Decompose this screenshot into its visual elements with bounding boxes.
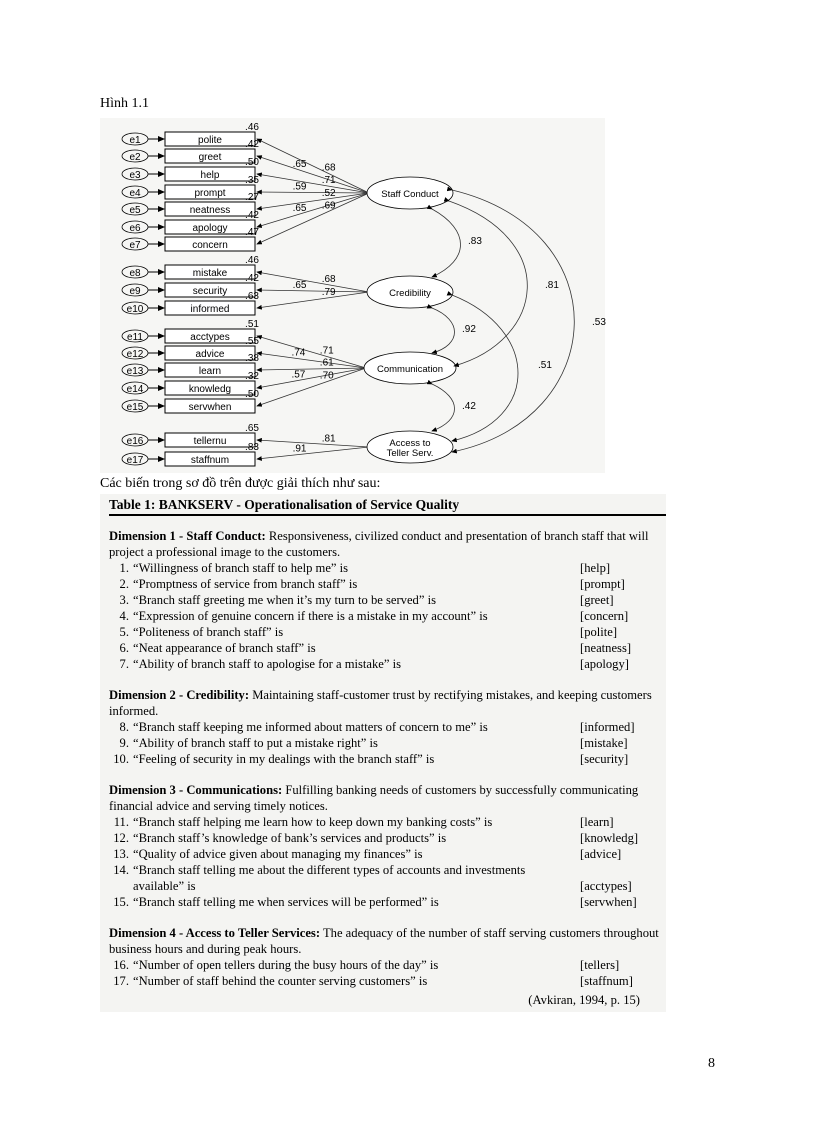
r-squared-label: .47: [245, 227, 259, 238]
indicator-label: greet: [198, 152, 222, 163]
item-text: “Neat appearance of branch staff” is: [133, 641, 316, 655]
r-squared-label: .55: [245, 336, 259, 347]
r-squared-label: .42: [245, 273, 259, 284]
banks-table: [100, 494, 666, 1012]
item-number: 8.: [119, 720, 129, 734]
latent-label: Communication: [377, 364, 443, 375]
table-row: [109, 719, 647, 735]
indicator-label: mistake: [192, 268, 228, 279]
error-label: e6: [129, 223, 141, 234]
item-number: 4.: [119, 609, 129, 623]
indicator-label: apology: [192, 223, 228, 234]
indicator-label: advice: [195, 349, 225, 360]
r-squared-label: .27: [245, 192, 259, 203]
item-code: [greet]: [580, 593, 614, 607]
table-row: [109, 973, 647, 989]
item-number: 10.: [113, 752, 129, 766]
table-row: [109, 957, 647, 973]
item-text: “Number of open tellers during the busy hours of the day” is: [133, 958, 439, 972]
r-squared-label: .42: [245, 139, 259, 150]
loading-label: .81: [321, 433, 336, 445]
item-text: “Branch staff helping me learn how to keep down my banking costs” is: [133, 815, 493, 829]
correlation-label: .51: [538, 360, 552, 371]
error-label: e11: [127, 332, 143, 343]
error-label: e9: [129, 286, 141, 297]
loading-label: .65: [292, 279, 307, 291]
item-code: [tellers]: [580, 958, 620, 972]
loading-label: .70: [319, 370, 334, 382]
item-number: 6.: [119, 641, 129, 655]
table-title: Table 1: BANKSERV - Operationalisation of Service Quality: [109, 497, 460, 512]
item-code: [apology]: [580, 657, 629, 671]
item-number: 17.: [113, 974, 129, 988]
item-text: “Branch staff’s knowledge of bank’s services and products” is: [133, 831, 447, 845]
error-label: e13: [126, 366, 144, 377]
r-squared-label: .46: [245, 122, 259, 133]
item-text: “Branch staff keeping me informed about matters of concern to me” is: [133, 720, 488, 734]
error-label: e16: [126, 436, 144, 447]
r-squared-label: .50: [245, 389, 259, 400]
latent-label: Teller Serv.: [386, 448, 434, 459]
indicator-label: knowledg: [188, 384, 232, 395]
latent-label: Credibility: [389, 288, 431, 299]
r-squared-label: .83: [245, 442, 259, 453]
latent-label: Access to: [389, 438, 431, 449]
error-label: e7: [129, 240, 141, 251]
loading-label: .59: [292, 181, 307, 193]
item-code: [security]: [580, 752, 629, 766]
item-code: [advice]: [580, 847, 622, 861]
item-number: 1.: [119, 561, 129, 575]
error-label: e2: [129, 152, 141, 163]
item-text: “Branch staff telling me about the different types of accounts and investments available” is: [133, 863, 526, 893]
dimension-description: [109, 687, 661, 719]
indicator-label: servwhen: [188, 402, 232, 413]
item-number: 9.: [119, 736, 129, 750]
loading-label: .79: [321, 286, 336, 298]
r-squared-label: .38: [245, 353, 259, 364]
r-squared-label: .42: [245, 210, 259, 221]
indicator-label: informed: [190, 304, 230, 315]
item-code: [learn]: [580, 815, 614, 829]
loading-label: .65: [292, 159, 307, 171]
indicator-label: tellernu: [193, 436, 227, 447]
item-text: “Quality of advice given about managing my finances” is: [133, 847, 423, 861]
error-label: e12: [126, 349, 144, 360]
item-code: [servwhen]: [580, 895, 637, 909]
item-text: “Ability of branch staff to apologise for a mistake” is: [133, 657, 402, 671]
latent-label: Staff Conduct: [381, 189, 439, 200]
figure-title: Hình 1.1: [100, 96, 149, 111]
correlation-label: .42: [462, 401, 476, 412]
loading-label: .61: [319, 357, 334, 369]
r-squared-label: .63: [245, 291, 259, 302]
indicator-label: neatness: [189, 205, 231, 216]
loading-label: .91: [292, 443, 307, 455]
item-text: “Expression of genuine concern if there is a mistake in my account” is: [133, 609, 488, 623]
error-label: e4: [129, 188, 141, 199]
error-label: e5: [129, 205, 141, 216]
error-label: e3: [129, 170, 141, 181]
correlation-label: .81: [545, 280, 559, 291]
table-row: [109, 862, 647, 894]
table-row: [109, 560, 647, 576]
item-number: 16.: [113, 958, 129, 972]
correlation-label: .83: [468, 236, 482, 247]
item-number: 5.: [119, 625, 129, 639]
dimension-text: Fulfilling banking needs of customers by successfully communicating financial advice and serving timely notices.: [109, 783, 639, 813]
item-text: “Politeness of branch staff” is: [133, 625, 284, 639]
sem-diagram: [0, 0, 816, 480]
indicator-label: concern: [192, 240, 228, 251]
indicator-label: help: [200, 170, 220, 181]
dimension-heading: Dimension 3 - Communications:: [109, 783, 283, 797]
indicator-label: polite: [198, 135, 222, 146]
item-text: “Promptness of service from branch staff” is: [133, 577, 358, 591]
item-code: [help]: [580, 561, 611, 575]
table-row: [109, 894, 647, 910]
indicator-label: acctypes: [190, 332, 230, 343]
item-code: [staffnum]: [580, 974, 633, 988]
correlation-label: .92: [462, 324, 476, 335]
item-code: [knowledg]: [580, 831, 639, 845]
loading-label: .68: [321, 162, 336, 174]
item-number: 2.: [119, 577, 129, 591]
table-row: [109, 751, 647, 767]
indicator-label: security: [192, 286, 228, 297]
indicator-label: staffnum: [190, 455, 230, 466]
table-row: [109, 608, 647, 624]
page-number: 8: [708, 1056, 715, 1071]
table-row: [109, 814, 647, 830]
error-label: e17: [126, 455, 144, 466]
error-label: e14: [126, 384, 144, 395]
r-squared-label: .65: [245, 423, 259, 434]
item-code: [neatness]: [580, 641, 632, 655]
dimension-heading: Dimension 4 - Access to Teller Services:: [109, 926, 321, 940]
loading-label: .71: [319, 345, 334, 357]
item-code: [acctypes]: [580, 879, 632, 893]
item-code: [concern]: [580, 609, 629, 623]
item-number: 7.: [119, 657, 129, 671]
table-row: [109, 735, 647, 751]
error-label: e8: [129, 268, 141, 279]
item-code: [polite]: [580, 625, 618, 639]
error-label: e15: [126, 402, 144, 413]
loading-label: .71: [321, 175, 336, 187]
dimension-text: The adequacy of the number of staff serving customers throughout business hours and during peak hours.: [109, 926, 659, 956]
error-label: e1: [129, 135, 141, 146]
loading-label: .52: [321, 187, 336, 199]
item-text: “Branch staff telling me when services will be performed” is: [133, 895, 439, 909]
loading-label: .57: [291, 369, 306, 381]
indicator-label: learn: [198, 366, 222, 377]
table-row: [109, 592, 647, 608]
dimension-description: [109, 925, 661, 957]
item-number: 15.: [113, 895, 129, 909]
indicator-label: prompt: [194, 188, 226, 199]
loading-label: .68: [321, 273, 336, 285]
table-row: [109, 640, 647, 656]
item-text: “Feeling of security in my dealings with the branch staff” is: [133, 752, 435, 766]
table-caption: Các biến trong sơ đồ trên được giải thích như sau:: [100, 476, 381, 491]
item-number: 14.: [113, 863, 129, 877]
item-number: 3.: [119, 593, 129, 607]
dimension-heading: Dimension 2 - Credibility:: [109, 688, 250, 702]
table-row: [109, 656, 647, 672]
table-row: [109, 846, 647, 862]
item-code: [informed]: [580, 720, 635, 734]
dimension-description: [109, 782, 661, 814]
item-number: 13.: [113, 847, 129, 861]
item-text: “Ability of branch staff to put a mistake right” is: [133, 736, 378, 750]
table-row: [109, 624, 647, 640]
table-rule: [109, 514, 666, 516]
loading-label: .69: [321, 200, 336, 212]
loading-label: .74: [291, 347, 306, 359]
dimension-description: [109, 528, 661, 560]
r-squared-label: .35: [245, 175, 259, 186]
item-code: [mistake]: [580, 736, 628, 750]
table-row: [109, 576, 647, 592]
r-squared-label: .51: [245, 319, 259, 330]
item-text: “Willingness of branch staff to help me” is: [133, 561, 349, 575]
r-squared-label: .32: [245, 371, 259, 382]
item-text: “Branch staff greeting me when it’s my turn to be served” is: [133, 593, 436, 607]
dimension-text: Responsiveness, civilized conduct and presentation of branch staff that will project a professional image to the customers.: [109, 529, 649, 559]
table-row: [109, 830, 647, 846]
item-number: 12.: [113, 831, 129, 845]
item-number: 11.: [113, 815, 129, 829]
r-squared-label: .50: [245, 157, 259, 168]
table-source: (Avkiran, 1994, p. 15): [528, 993, 640, 1007]
correlation-label: .53: [592, 317, 606, 328]
dimension-text: Maintaining staff-customer trust by rectifying mistakes, and keeping customers informed.: [109, 688, 652, 718]
dimension-heading: Dimension 1 - Staff Conduct:: [109, 529, 266, 543]
r-squared-label: .46: [245, 255, 259, 266]
loading-label: .65: [292, 203, 307, 215]
item-code: [prompt]: [580, 577, 625, 591]
error-label: e10: [126, 304, 144, 315]
item-text: “Number of staff behind the counter serving customers” is: [133, 974, 428, 988]
